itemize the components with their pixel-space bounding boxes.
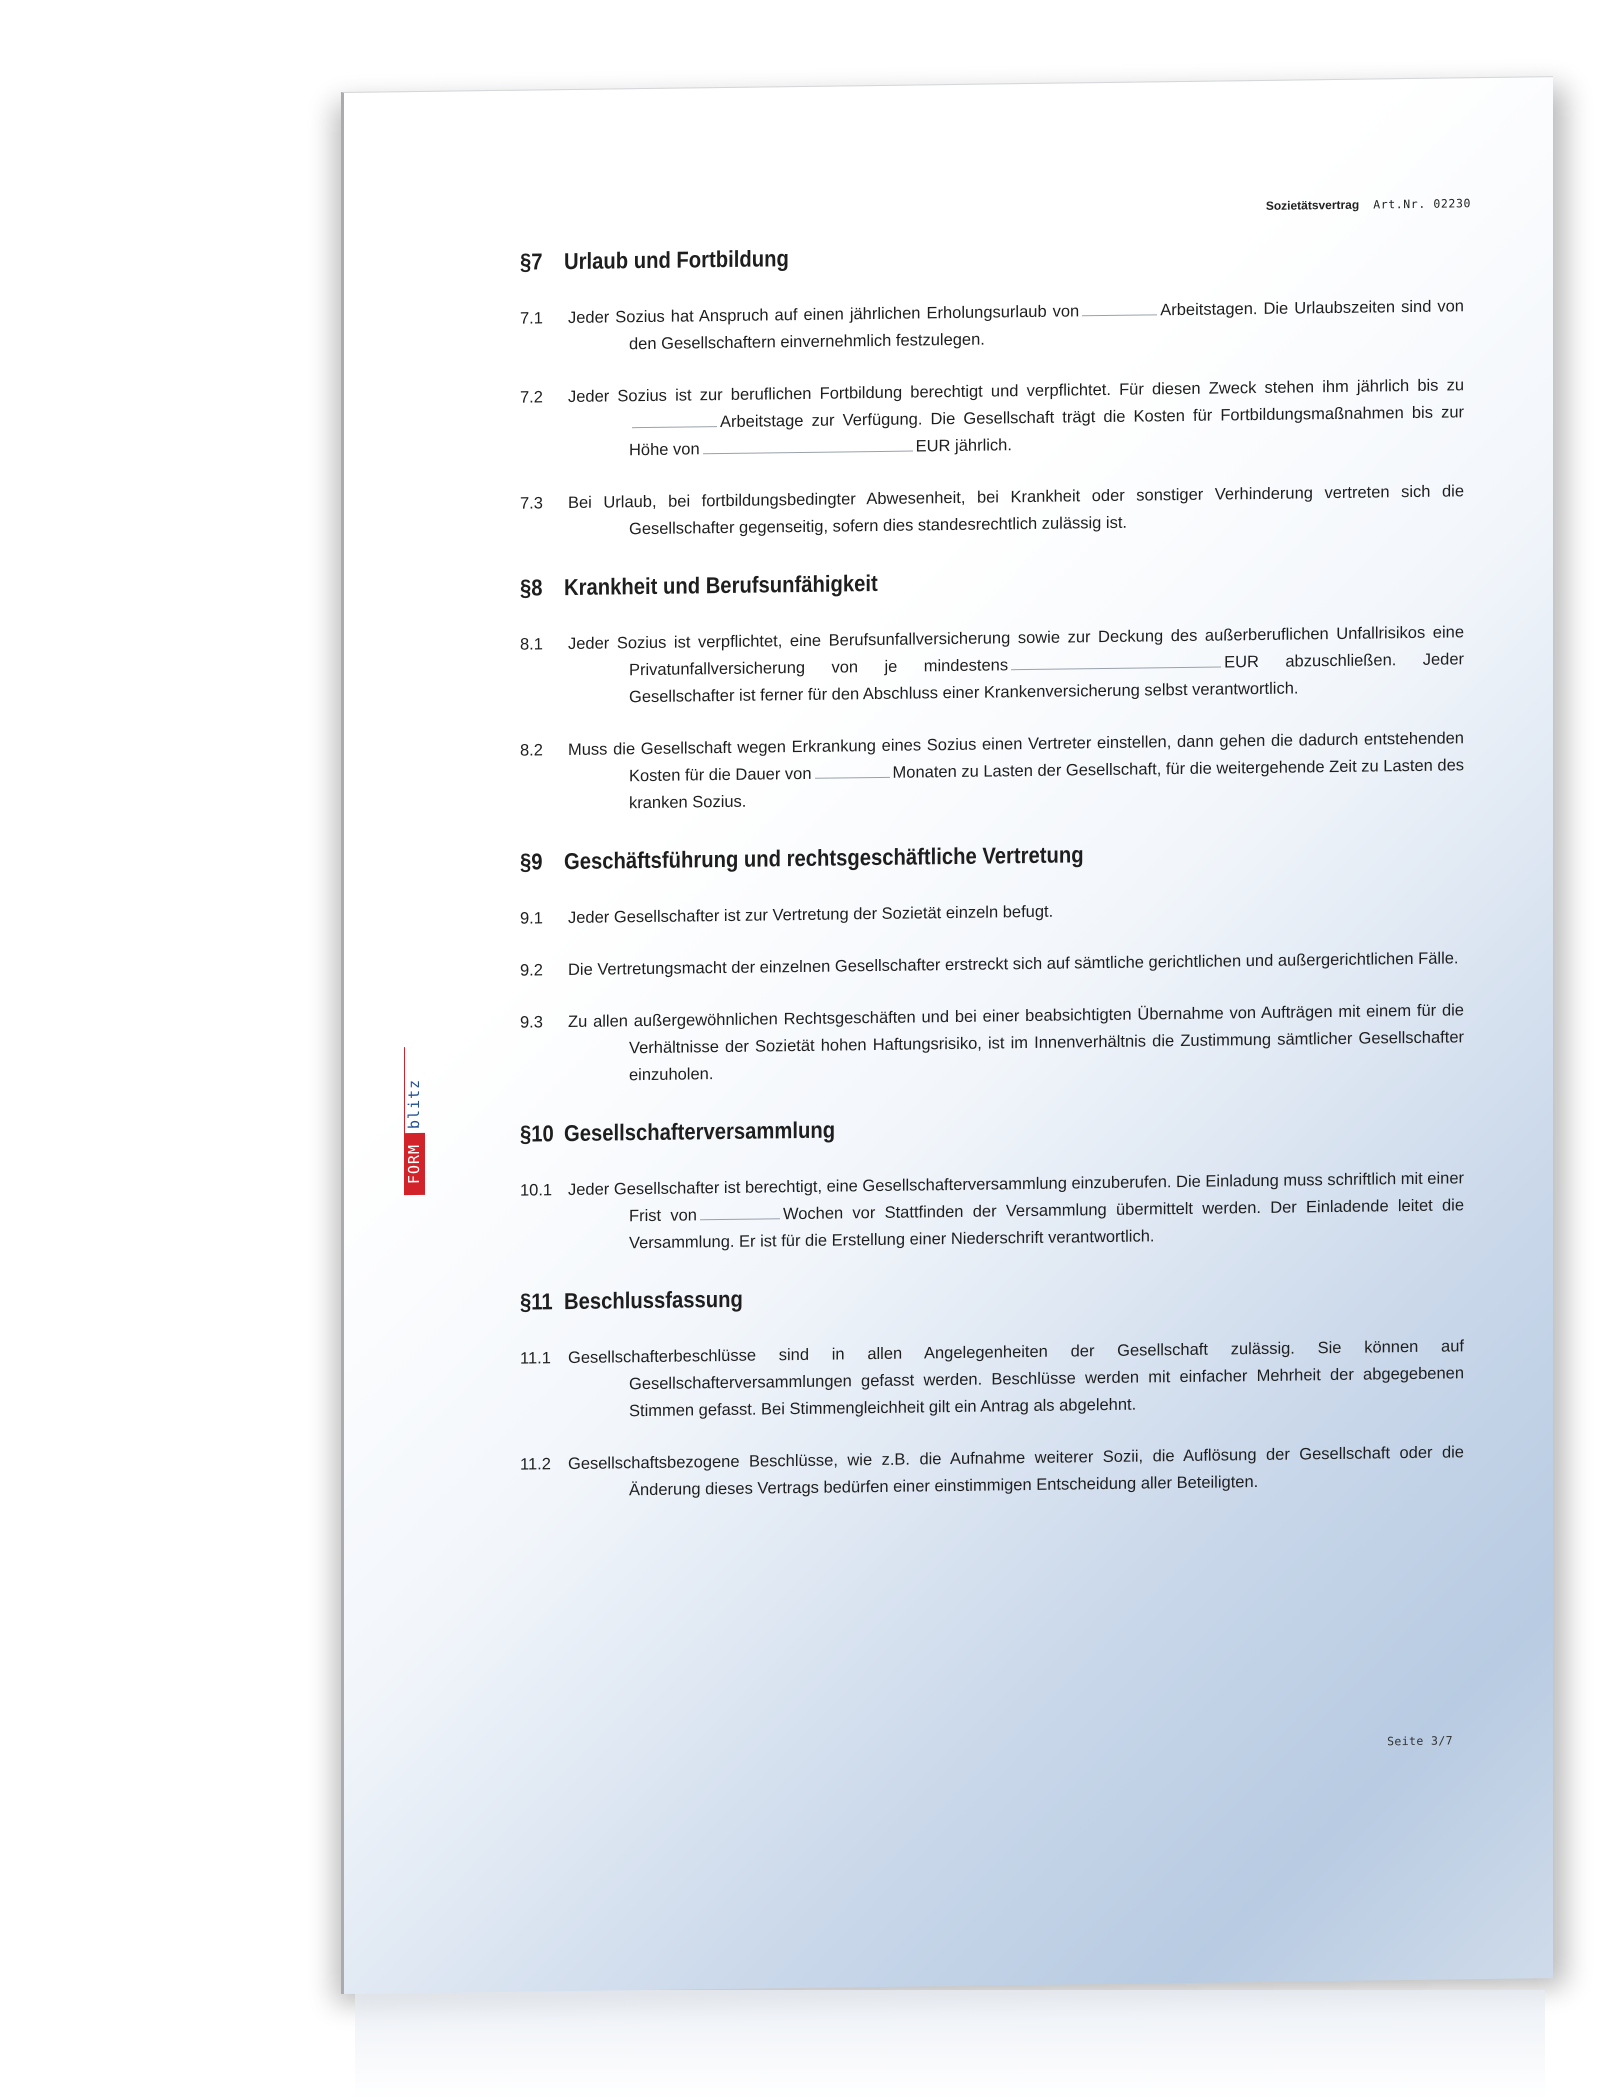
clause-7-3 [520,478,1464,544]
blank-field[interactable] [700,1210,780,1220]
section-number: §9 [520,848,543,875]
section-heading [520,238,1351,276]
clause-text [568,1333,1464,1426]
clause-text [568,725,1464,818]
clause-number: 10.1 [520,1181,553,1200]
clause-text-part: EUR abzuschließen. Jeder Gesellschafter ist ferner für den Abschluss einer Krankenversicherung selbst verantwortlich. [629,650,1464,707]
section-title: Beschlussfassung [564,1285,743,1315]
section-7 [520,236,1464,544]
clause-number: 7.2 [520,388,543,407]
clause-text-part: Arbeitstagen. Die Urlaubszeiten sind von den Gesellschaftern einvernehmlich festzulegen. [629,297,1464,354]
document-header [1266,196,1471,213]
section-number: §7 [520,248,543,275]
clause-text [568,1165,1464,1258]
clause-text-part: Zu allen außergewöhnlichen Rechtsgeschäften und bei einer beabsichtigten Übernahme von Aufträgen mit einem für die Verhältnisse der Sozietät hohen Haftungsrisiko, ist im Innenverhältnis die Zustimmung sämtlicher Gesellschafter einzuholen. [568,1001,1464,1085]
clause-text [568,997,1464,1090]
clause-text-part: Wochen vor Stattfinden der Versammlung übermittelt werden. Der Einladende leitet die Versammlung. Er ist für die Erstellung einer Niederschrift verantwortlich. [629,1196,1464,1253]
document-content [520,236,1464,1535]
section-title: Urlaub und Fortbildung [564,245,789,275]
page-number: Seite 3/7 [1387,1733,1453,1749]
clause-8-1 [520,619,1464,712]
blank-field[interactable] [815,769,890,779]
section-heading [520,1278,1351,1316]
clause-text-part: Jeder Gesellschafter ist zur Vertretung der Sozietät einzeln befugt. [568,902,1054,928]
clause-number: 7.1 [520,309,543,328]
section-number: §10 [520,1120,554,1147]
clause-8-2 [520,725,1464,818]
clause-text-part: Bei Urlaub, bei fortbildungsbedingter Abwesenheit, bei Krankheit oder sonstiger Verhinderung vertreten sich die Gesellschafter gegenseitig, sofern dies standesrechtlich zulässig ist. [568,482,1464,539]
clause-number: 11.2 [520,1455,551,1474]
clause-text-part: Gesellschafterbeschlüsse sind in allen Angelegenheiten der Gesellschaft zulässig. Sie können auf Gesellschafterversammlungen gefasst werden. Beschlüsse werden mit einfacher Mehrheit der abgegebenen Stimmen gefasst. Bei Stimmengleichheit gilt ein Antrag als abgelehnt. [568,1337,1464,1421]
section-11 [520,1276,1464,1505]
clause-text-part: Muss die Gesellschaft wegen Erkrankung eines Sozius einen Vertreter einstellen, dann gehen die dadurch entstehenden Kosten für die Dauer von [568,729,1464,786]
clause-text-part: Arbeitstage zur Verfügung. Die Gesellschaft trägt die Kosten für Fortbildungsmaßnahmen bis zur Höhe von [629,403,1464,460]
clause-number: 11.1 [520,1349,551,1368]
clause-text-part: Gesellschaftsbezogene Beschlüsse, wie z.B. die Aufnahme weiterer Sozii, die Auflösung der Gesellschaft oder die Änderung dieses Vertrags bedürfen einer einstimmigen Entscheidung aller Beteiligten. [568,1443,1464,1500]
clause-number: 7.3 [520,494,543,513]
section-heading [520,564,1351,602]
clause-text-part: Jeder Sozius ist zur beruflichen Fortbildung berechtigt und verpflichtet. Für diesen Zweck stehen ihm jährlich bis zu [568,376,1464,407]
clause-9-1 [520,893,1464,932]
clause-text-part: EUR jährlich. [915,436,1012,456]
clause-text [568,619,1464,712]
blank-field[interactable] [1011,658,1221,670]
article-number: Art.Nr. 02230 [1373,196,1471,212]
logo-text [404,1047,425,1195]
clause-number: 9.1 [520,909,543,928]
section-number: §11 [520,1288,553,1315]
document-title: Sozietätsvertrag [1265,197,1360,213]
formblitz-logo [404,1047,426,1195]
clause-text-part: Monaten zu Lasten der Gesellschaft, für die weitergehende Zeit zu Lasten des kranken Sozius. [629,756,1464,813]
clause-11-1 [520,1333,1464,1426]
logo-form-text: FORM [405,1143,423,1185]
clause-text [568,372,1464,465]
clause-text [568,478,1464,544]
clause-text [568,945,1464,984]
section-title: Gesellschafterversammlung [564,1116,836,1147]
clause-text-part: Die Vertretungsmacht der einzelnen Gesellschafter erstreckt sich auf sämtliche gerichtlichen und außergerichtlichen Fälle. [568,949,1459,980]
clause-number: 9.3 [520,1013,543,1032]
logo-blitz-text: blitz [405,1078,423,1130]
clause-7-1 [520,293,1464,359]
section-title: Geschäftsführung und rechtsgeschäftliche Vertretung [564,841,1084,875]
clause-text-part: Jeder Sozius hat Anspruch auf einen jährlichen Erholungsurlaub von [568,302,1080,328]
document-page [341,76,1553,1994]
clause-number: 8.2 [520,741,543,760]
section-heading [520,838,1351,876]
clause-text-part: Jeder Gesellschafter ist berechtigt, eine Gesellschafterversammlung einzuberufen. Die Einladung muss schriftlich mit einer Frist von [568,1169,1464,1226]
blank-field[interactable] [1082,306,1157,316]
section-heading [520,1110,1351,1148]
clause-text-part: Jeder Sozius ist verpflichtet, eine Berufsunfallversicherung sowie zur Deckung des außerberuflichen Unfallrisikos eine Privatunfallversicherung von je mindestens [568,623,1464,680]
section-number: §8 [520,574,543,601]
clause-text [568,893,1464,932]
clause-number: 8.1 [520,635,543,654]
blank-field[interactable] [632,418,717,428]
clause-10-1 [520,1165,1464,1258]
clause-9-3 [520,997,1464,1090]
section-9 [520,836,1464,1090]
blank-field[interactable] [703,442,913,454]
clause-number: 9.2 [520,961,543,980]
clause-7-2 [520,372,1464,465]
clause-text [568,1439,1464,1505]
clause-11-2 [520,1439,1464,1505]
clause-text [568,293,1464,359]
section-10 [520,1108,1464,1258]
section-8 [520,562,1464,818]
section-title: Krankheit und Berufsunfähigkeit [564,569,878,601]
page-reflection [355,1990,1545,2100]
clause-9-2 [520,945,1464,984]
